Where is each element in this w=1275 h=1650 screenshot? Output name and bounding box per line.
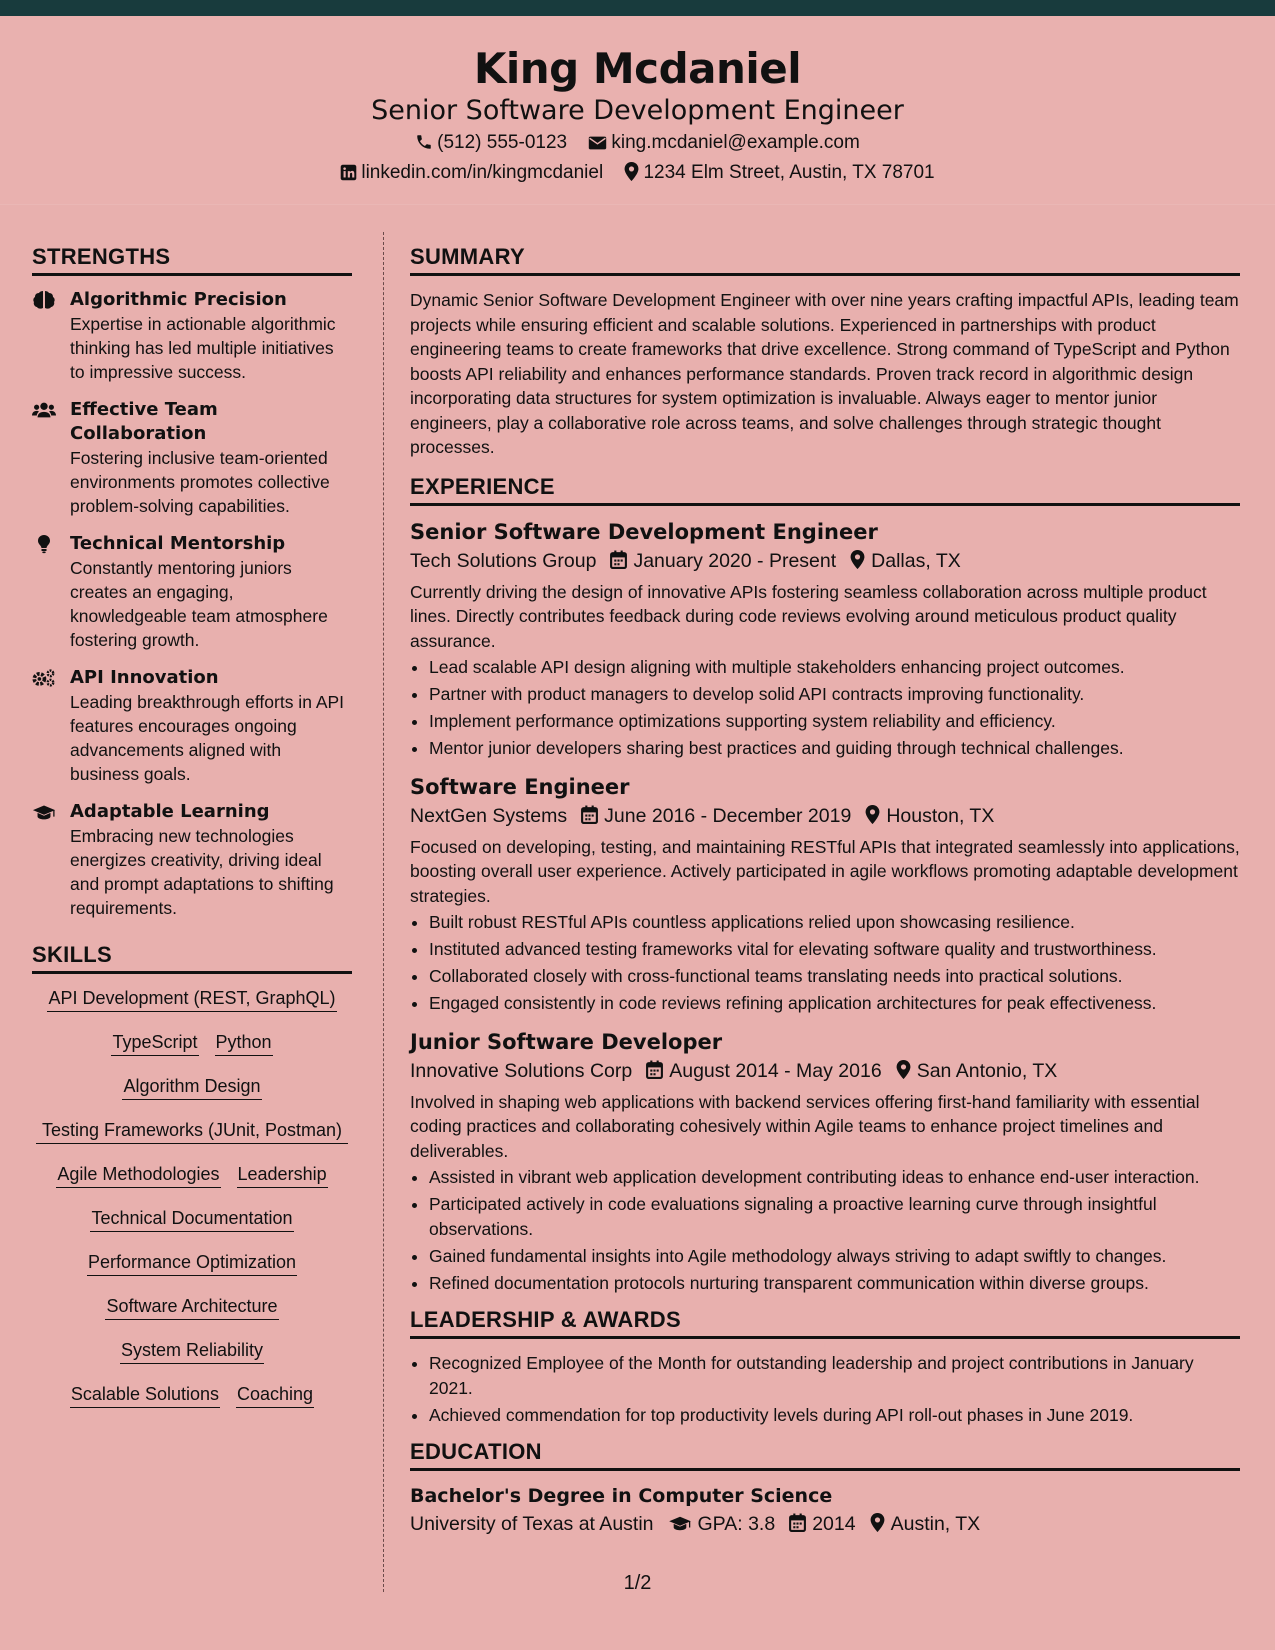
job-description: Focused on developing, testing, and maintaining RESTful APIs that integrated seamlessly into applications, boosting overall user experience. Actively participated in agile workflows promoting adaptable development strategies. bbox=[410, 836, 1240, 906]
envelope-icon bbox=[588, 135, 607, 151]
skill-tag: API Development (REST, GraphQL) bbox=[47, 986, 336, 1012]
skill-tag: Coaching bbox=[236, 1382, 314, 1408]
email-text: king.mcdaniel@example.com bbox=[611, 132, 860, 153]
job-entry bbox=[410, 518, 1240, 761]
job-company: Tech Solutions Group bbox=[410, 549, 597, 572]
linkedin-icon bbox=[340, 164, 357, 181]
address-contact bbox=[624, 158, 934, 188]
bullet-item: • Collaborated closely with cross-functional teams translating needs into practical solutions. bbox=[429, 964, 1240, 989]
summary-text: Dynamic Senior Software Development Engineer with over nine years crafting impactful APIs, leading team projects while ensuring efficient and scalable solutions. Experienced in partnerships with product engineering teams to create frameworks that drive excellence. Strong command of TypeScript and Python boosts API reliability and enhances performance standards. Proven track record in algorithmic design incorporating data structures for system optimization is invaluable. Always eager to mentor junior engineers, play a collaborative role across teams, and solve challenges through strategic thought processes. bbox=[410, 290, 1239, 457]
education-meta bbox=[410, 1509, 1240, 1539]
bullet-item: • Engaged consistently in code reviews refining application architectures for peak effectiveness. bbox=[429, 991, 1240, 1016]
job-title: Junior Software Developer bbox=[410, 1029, 723, 1054]
strengths-heading: STRENGTHS bbox=[32, 244, 352, 276]
linkedin-contact[interactable] bbox=[340, 158, 603, 188]
column-divider bbox=[383, 232, 384, 1592]
bullet-item: • Achieved commendation for top productivity levels during API roll-out phases in June 2019. bbox=[429, 1403, 1240, 1428]
brain-icon bbox=[32, 290, 56, 310]
strength-title: Effective Team Collaboration bbox=[70, 399, 218, 444]
job-bullets bbox=[410, 910, 1240, 1016]
bullet-item: • Participated actively in code evaluations signaling a proactive learning curve through insightful observations. bbox=[429, 1192, 1240, 1241]
page-number: 1/2 bbox=[623, 1572, 652, 1594]
phone-contact bbox=[415, 128, 567, 158]
skill-tag: Software Architecture bbox=[105, 1294, 278, 1320]
bullet-item: • Mentor junior developers sharing best practices and guiding through technical challenges. bbox=[429, 736, 1240, 761]
bullet-item: • Built robust RESTful APIs countless applications relied upon showcasing resilience. bbox=[429, 910, 1240, 935]
top-bar bbox=[0, 0, 1275, 16]
calendar-icon bbox=[646, 1060, 663, 1079]
strength-desc: Embracing new technologies energizes creativity, driving ideal and prompt adaptations to shifting requirements. bbox=[70, 826, 334, 918]
skill-tag: TypeScript bbox=[111, 1030, 198, 1056]
skill-tag: Scalable Solutions bbox=[70, 1382, 220, 1408]
education-degree: Bachelor's Degree in Computer Science bbox=[410, 1485, 833, 1507]
right-column bbox=[410, 244, 1240, 1543]
address-text: 1234 Elm Street, Austin, TX 78701 bbox=[643, 162, 935, 183]
map-pin-icon bbox=[850, 550, 865, 569]
education-heading: EDUCATION bbox=[410, 1439, 1240, 1471]
strength-item bbox=[32, 800, 352, 920]
email-contact[interactable] bbox=[588, 128, 859, 158]
bullet-item: • Refined documentation protocols nurturing transparent communication within diverse groups. bbox=[429, 1271, 1240, 1296]
job-bullets bbox=[410, 1165, 1240, 1295]
bullet-item: • Gained fundamental insights into Agile methodology always striving to adapt swiftly to changes. bbox=[429, 1244, 1240, 1269]
strength-desc: Leading breakthrough efforts in API features encourages ongoing advancements aligned with business goals. bbox=[70, 692, 345, 784]
strength-item bbox=[32, 666, 352, 786]
map-pin-icon bbox=[870, 1513, 885, 1532]
bullet-item: • Instituted advanced testing frameworks vital for elevating software quality and trustworthiness. bbox=[429, 937, 1240, 962]
strength-desc: Fostering inclusive team-oriented environments promotes collective problem-solving capabilities. bbox=[70, 448, 330, 516]
map-pin-icon bbox=[624, 162, 639, 181]
job-company: Innovative Solutions Corp bbox=[410, 1059, 633, 1082]
calendar-icon bbox=[581, 805, 598, 824]
skill-tag: Algorithm Design bbox=[122, 1074, 261, 1100]
job-entry bbox=[410, 1028, 1240, 1296]
job-entry bbox=[410, 773, 1240, 1016]
job-location: Houston, TX bbox=[886, 804, 995, 827]
skill-tag: System Reliability bbox=[120, 1338, 264, 1364]
job-bullets bbox=[410, 655, 1240, 761]
bullet-item: • Implement performance optimizations supporting system reliability and efficiency. bbox=[429, 709, 1240, 734]
calendar-icon bbox=[789, 1513, 806, 1532]
skill-tag: Testing Frameworks (JUnit, Postman) bbox=[36, 1118, 348, 1144]
strength-item bbox=[32, 398, 352, 518]
strength-desc: Constantly mentoring juniors creates an engaging, knowledgeable team atmosphere fostering growth. bbox=[70, 558, 328, 650]
graduation-cap-icon bbox=[668, 1514, 692, 1532]
users-icon bbox=[32, 400, 56, 420]
bullet-item: • Recognized Employee of the Month for outstanding leadership and project contributions in January 2021. bbox=[429, 1351, 1240, 1400]
education-year: 2014 bbox=[812, 1513, 856, 1535]
cogs-icon bbox=[32, 668, 56, 688]
strength-title: Adaptable Learning bbox=[70, 801, 270, 822]
education-location: Austin, TX bbox=[890, 1513, 981, 1535]
skill-tag: Performance Optimization bbox=[87, 1250, 297, 1276]
job-company: NextGen Systems bbox=[410, 804, 568, 827]
education-gpa: GPA: 3.8 bbox=[697, 1513, 776, 1535]
map-pin-icon bbox=[865, 805, 880, 824]
strength-desc: Expertise in actionable algorithmic thinking has led multiple initiatives to impressive success. bbox=[70, 314, 336, 382]
bullet-item: • Lead scalable API design aligning with multiple stakeholders enhancing project outcomes. bbox=[429, 655, 1240, 680]
job-meta bbox=[410, 546, 1240, 576]
candidate-title: Senior Software Development Engineer bbox=[371, 95, 904, 126]
job-dates: June 2016 - December 2019 bbox=[604, 804, 852, 827]
phone-icon bbox=[415, 133, 433, 151]
skill-tag: Agile Methodologies bbox=[56, 1162, 220, 1188]
bullet-item: • Partner with product managers to develop solid API contracts improving functionality. bbox=[429, 682, 1240, 707]
strength-item bbox=[32, 532, 352, 652]
contact-line-2 bbox=[0, 158, 1275, 188]
job-dates: January 2020 - Present bbox=[633, 549, 837, 572]
map-pin-icon bbox=[896, 1060, 911, 1079]
strength-item bbox=[32, 288, 352, 384]
phone-text: (512) 555-0123 bbox=[437, 132, 568, 153]
job-location: Dallas, TX bbox=[871, 549, 961, 572]
skill-tag: Python bbox=[215, 1030, 273, 1056]
job-description: Involved in shaping web applications with backend services offering first-hand familiarity with essential coding practices and collaborating cohesively within Agile teams to enhance project timelines and deliverables. bbox=[410, 1091, 1200, 1161]
education-school: University of Texas at Austin bbox=[410, 1513, 654, 1535]
job-dates: August 2014 - May 2016 bbox=[669, 1059, 882, 1082]
job-meta bbox=[410, 1056, 1240, 1086]
skill-tag: Leadership bbox=[237, 1162, 328, 1188]
calendar-icon bbox=[610, 550, 627, 569]
contact-line-1 bbox=[0, 128, 1275, 158]
job-title: Software Engineer bbox=[410, 774, 630, 799]
lightbulb-icon bbox=[32, 534, 56, 554]
strength-title: Algorithmic Precision bbox=[70, 289, 287, 310]
left-column bbox=[32, 244, 352, 1426]
skills-list bbox=[32, 986, 352, 1408]
job-description: Currently driving the design of innovative APIs fostering seamless collaboration across multiple product lines. Directly contributes feedback during code reviews evolving around meticulous product quality assurance. bbox=[410, 581, 1207, 651]
job-meta bbox=[410, 801, 1240, 831]
graduation-cap-icon bbox=[32, 802, 56, 822]
leadership-heading: LEADERSHIP & AWARDS bbox=[410, 1307, 1240, 1339]
experience-heading: EXPERIENCE bbox=[410, 474, 1240, 506]
resume-header bbox=[0, 16, 1275, 205]
bullet-item: • Assisted in vibrant web application development contributing ideas to enhance end-user interaction. bbox=[429, 1165, 1240, 1190]
job-title: Senior Software Development Engineer bbox=[410, 519, 878, 544]
linkedin-text: linkedin.com/in/kingmcdaniel bbox=[361, 162, 604, 183]
summary-heading: SUMMARY bbox=[410, 244, 1240, 276]
strength-title: API Innovation bbox=[70, 667, 219, 688]
strength-title: Technical Mentorship bbox=[70, 533, 286, 554]
skills-heading: SKILLS bbox=[32, 942, 352, 974]
skill-tag: Technical Documentation bbox=[90, 1206, 293, 1232]
job-location: San Antonio, TX bbox=[916, 1059, 1058, 1082]
candidate-name: King Mcdaniel bbox=[473, 44, 802, 93]
leadership-bullets bbox=[410, 1351, 1240, 1427]
